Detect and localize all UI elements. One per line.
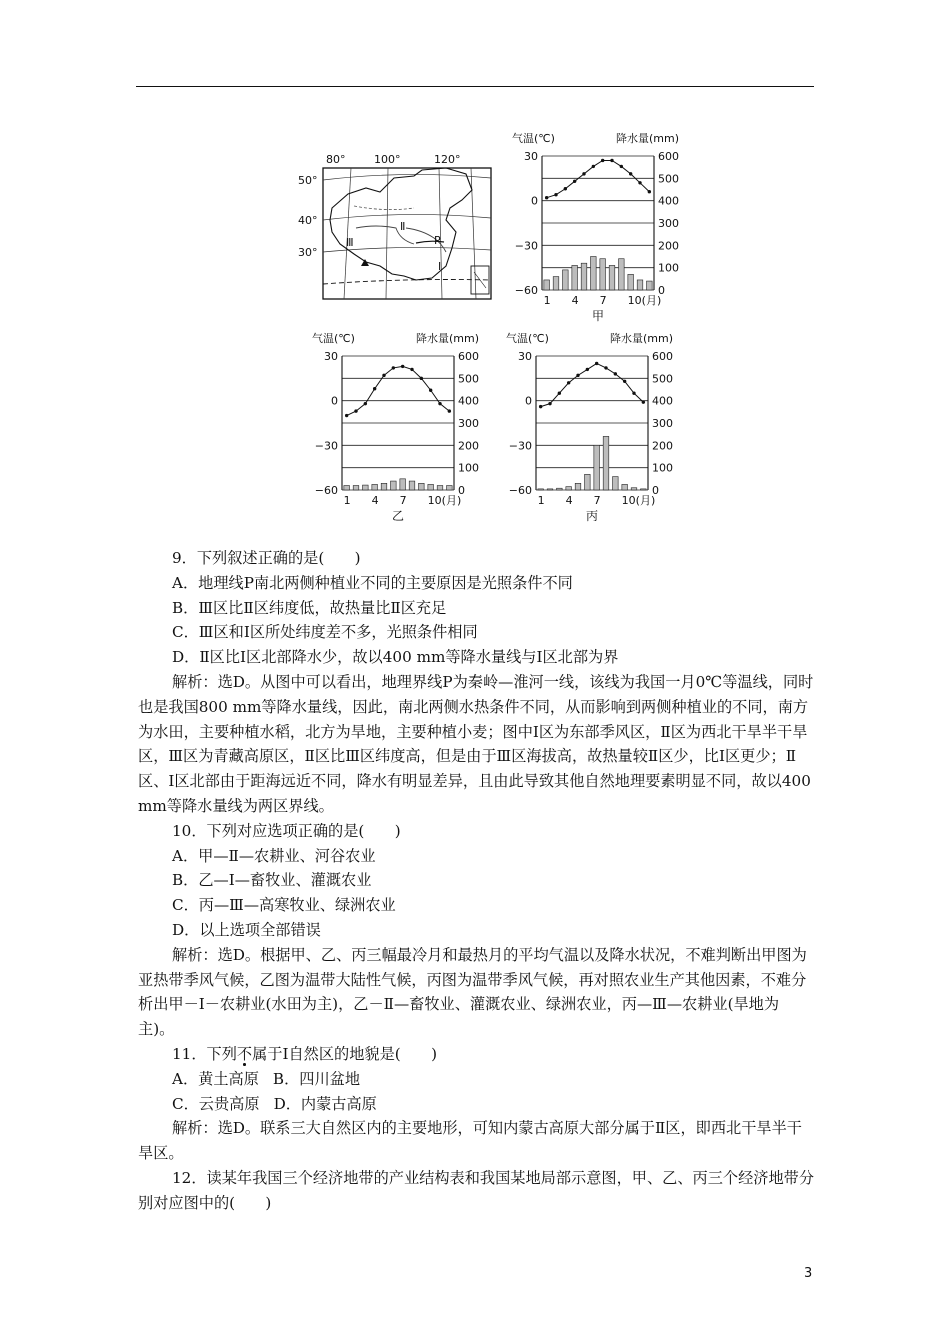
region-III-label: Ⅲ [346,236,354,249]
temperature-point [429,389,432,392]
temperature-point [576,374,579,377]
temperature-point [604,366,607,369]
precip-bar [391,481,397,490]
precip-bar [619,259,625,290]
precip-bar [400,479,406,490]
month-tick-label: 1 [343,494,351,507]
precip-bar [647,281,653,290]
q9-stem: 9．下列叙述正确的是( ) [172,549,361,567]
precip-bar [557,488,563,490]
precip-bar [591,257,597,291]
emphasis-dot-char: 不 [236,1044,253,1063]
q9-option-c: C．Ⅲ区和Ⅰ区所处纬度差不多，光照条件相同 [172,623,478,642]
q10-option-c: C．丙—Ⅲ—高寒牧业、绿洲农业 [172,896,396,915]
precip-tick-label: 500 [658,172,679,186]
precip-bar [631,488,637,490]
precip-tick-label: 400 [458,394,479,408]
precip-bar [622,484,628,490]
precip-bar [437,486,443,490]
line-P-label: P [434,234,441,247]
chart-yi-temp-label: 气温(℃) [312,332,355,345]
q10-option-b: B．乙—Ⅰ—畜牧业、灌溉农业 [172,871,372,890]
temp-tick-label: 30 [524,150,538,163]
temperature-point [558,392,561,395]
q11-option-a: A．黄土高原 [172,1069,259,1088]
precip-tick-label: 300 [458,417,479,430]
precip-bar [447,486,453,490]
china-map-figure [296,148,506,308]
precip-bar [637,280,643,290]
temperature-point [539,405,542,408]
q9-option-b: B．Ⅲ区比Ⅱ区纬度低，故热量比Ⅱ区充足 [172,598,447,617]
temperature-point [373,387,376,390]
precip-tick-label: 300 [658,217,679,230]
precip-tick-label: 500 [458,372,479,386]
precip-bar [547,489,553,490]
temp-tick-label: 30 [518,350,532,363]
climate-chart-jia [512,130,692,322]
precip-bar [563,270,569,290]
precip-bar [609,265,615,290]
precip-bar [566,487,572,490]
chart-bing-caption: 丙 [585,509,599,523]
q11-option-b: B．四川盆地 [272,1069,361,1088]
header-rule [136,86,814,87]
temperature-point [642,400,645,403]
chart-yi-precip-label: 降水量(mm) [416,332,480,345]
precip-tick-label: 0 [652,484,659,497]
chart-jia-precip-label: 降水量(mm) [616,132,680,145]
climate-chart-yi [312,330,492,522]
precip-tick-label: 0 [458,484,465,497]
q11-analysis: 解析：选D。联系三大自然区内的主要地形，可知内蒙古高原大部分属于Ⅱ区，即西北干旱半干旱区。 [138,1119,802,1163]
temperature-point [623,380,626,383]
q11-option-c: C．云贵高原 [172,1094,260,1113]
temperature-point [592,165,595,168]
chart-jia-caption: 甲 [591,309,605,323]
q11-stem: 11．下列不属于Ⅰ自然区的地貌是( ) [172,1044,437,1063]
temperature-point [448,409,451,412]
question-body [138,546,814,1216]
temp-tick-label: 0 [531,194,538,208]
temperature-point [632,392,635,395]
temp-tick-label: 0 [525,394,532,408]
precip-bar [603,436,609,490]
lon-label-100: 100° [374,153,401,166]
precip-bar [613,477,619,490]
q12-stem: 12．读某年我国三个经济地带的产业结构表和我国某地局部示意图，甲、乙、丙三个经济地带分别对应图中的( ) [138,1168,815,1212]
month-tick-label: 7 [599,294,607,307]
precip-tick-label: 200 [652,439,673,453]
month-tick-label: 10(月) [427,494,462,507]
precip-tick-label: 600 [658,150,679,163]
precip-tick-label: 600 [458,350,479,363]
precip-bar [585,474,591,490]
temperature-point [601,159,604,162]
month-tick-label: 1 [543,294,551,307]
precip-bar [594,445,600,490]
q10-analysis: 解析：选D。根据甲、乙、丙三幅最冷月和最热月的平均气温以及降水状况，不难判断出甲图为亚热带季风气候，乙图为温带大陆性气候，丙图为温带季风气候，再对照农业生产其他因素，不难分析出甲－Ⅰ－农耕业(水田为主)，乙－Ⅱ—畜牧业、灌溉农业、绿洲农业，丙—Ⅲ—农耕业(旱地为主)。 [138,945,807,1039]
temperature-point [420,377,423,380]
precip-tick-label: 100 [458,461,479,475]
temperature-point [354,409,357,412]
q9-option-d: D．Ⅱ区比Ⅰ区北部降水少，故以400 mm等降水量线与Ⅰ区北部为界 [172,648,619,667]
temperature-point [438,402,441,405]
precip-tick-label: 100 [652,461,673,475]
temperature-point [582,172,585,175]
q10-stem: 10．下列对应选项正确的是( ) [172,821,401,840]
lat-label-30: 30° [298,246,318,259]
precip-tick-label: 600 [652,350,673,363]
temperature-point [548,402,551,405]
region-I-label: Ⅰ [438,260,442,273]
temp-tick-label: −60 [514,284,538,297]
lon-label-80: 80° [326,153,346,166]
temperature-point [620,165,623,168]
q11-option-d: D．内蒙古高原 [273,1094,377,1113]
q9-option-a: A．地理线P南北两侧种植业不同的主要原因是光照条件不同 [172,573,573,592]
temp-tick-label: 30 [324,350,338,363]
month-tick-label: 7 [593,494,601,507]
q10-option-a: A．甲—Ⅱ—农耕业、河谷农业 [172,846,376,865]
precip-bar [581,263,587,290]
precip-tick-label: 200 [458,439,479,453]
month-tick-label: 4 [571,294,579,307]
temp-tick-label: −30 [314,439,338,453]
lon-label-120: 120° [434,153,461,166]
chart-jia-temp-label: 气温(℃) [512,132,555,145]
precip-bar [409,481,415,490]
temperature-point [364,402,367,405]
q10-option-d: D．以上选项全部错误 [172,920,321,939]
temperature-point [567,381,570,384]
lat-label-40: 40° [298,214,318,227]
month-tick-label: 4 [565,494,573,507]
climate-chart-bing [506,330,686,522]
temperature-point [629,172,632,175]
temp-tick-label: −30 [514,239,538,253]
precip-bar [381,483,387,490]
temp-tick-label: −30 [508,439,532,453]
precip-bar [344,486,350,490]
precip-bar [538,489,544,490]
temperature-point [564,187,567,190]
precip-bar [600,259,606,290]
q9-analysis: 解析：选D。从图中可以看出，地理界线P为秦岭—淮河一线，该线为我国一月0℃等温线，同时也是我国800 mm等降水量线，因此，南北两侧水热条件不同，从而影响到两侧种植业的不同，南方为水田，主要种植水稻，北方为旱地，主要种植小麦；图中Ⅰ区为东部季风区，Ⅱ区为西北干旱半干旱区，Ⅲ区为青藏高原区，Ⅱ区比Ⅲ区纬度高，但是由于Ⅲ区海拔高，故热量较Ⅱ区少，比Ⅰ区更少；Ⅱ区、Ⅰ区北部由于距海远近不同，降水有明显差异，且由此导致其他自然地理要素明显不同，故以400 mm等降水量线为两区界线。 [138,672,814,815]
month-tick-label: 1 [537,494,545,507]
precip-bar [628,274,634,290]
precip-tick-label: 400 [652,394,673,408]
temperature-point [595,362,598,365]
temp-tick-label: 0 [331,394,338,408]
month-tick-label: 7 [399,494,407,507]
temperature-point [345,414,348,417]
temperature-point [545,196,548,199]
temperature-point [382,374,385,377]
precip-bar [419,483,425,490]
temperature-point [614,372,617,375]
precip-bar [372,484,378,490]
precip-tick-label: 0 [658,284,665,297]
precip-tick-label: 500 [652,372,673,386]
temperature-point [648,190,651,193]
q11-options-ab [138,1067,814,1092]
precip-tick-label: 400 [658,194,679,208]
precip-bar [641,489,647,490]
temp-tick-label: −60 [314,484,338,497]
precip-tick-label: 200 [658,239,679,253]
temperature-line [347,366,450,415]
temperature-line [547,160,650,197]
precip-bar [353,486,359,490]
precip-bar [553,277,559,290]
precip-tick-label: 300 [652,417,673,430]
temperature-point [392,366,395,369]
temperature-line [541,363,644,406]
region-II-label: Ⅱ [400,220,406,233]
month-tick-label: 4 [371,494,379,507]
temperature-point [638,181,641,184]
page-number: 3 [804,1266,813,1281]
precip-bar [544,280,550,290]
q11-options-cd [138,1092,814,1117]
temperature-point [610,159,613,162]
month-tick-label: 10(月) [621,494,656,507]
precip-bar [572,265,578,290]
chart-bing-temp-label: 气温(℃) [506,332,549,345]
temp-tick-label: −60 [508,484,532,497]
precip-bar [363,485,369,490]
lat-label-50: 50° [298,174,318,187]
temperature-point [410,368,413,371]
precip-bar [428,484,434,490]
month-tick-label: 10(月) [627,294,662,307]
precip-tick-label: 100 [658,261,679,275]
precip-bar [575,483,581,490]
chart-bing-precip-label: 降水量(mm) [610,332,674,345]
temperature-point [573,180,576,183]
temperature-point [401,365,404,368]
temperature-point [554,193,557,196]
temperature-point [586,368,589,371]
chart-yi-caption: 乙 [391,509,405,523]
